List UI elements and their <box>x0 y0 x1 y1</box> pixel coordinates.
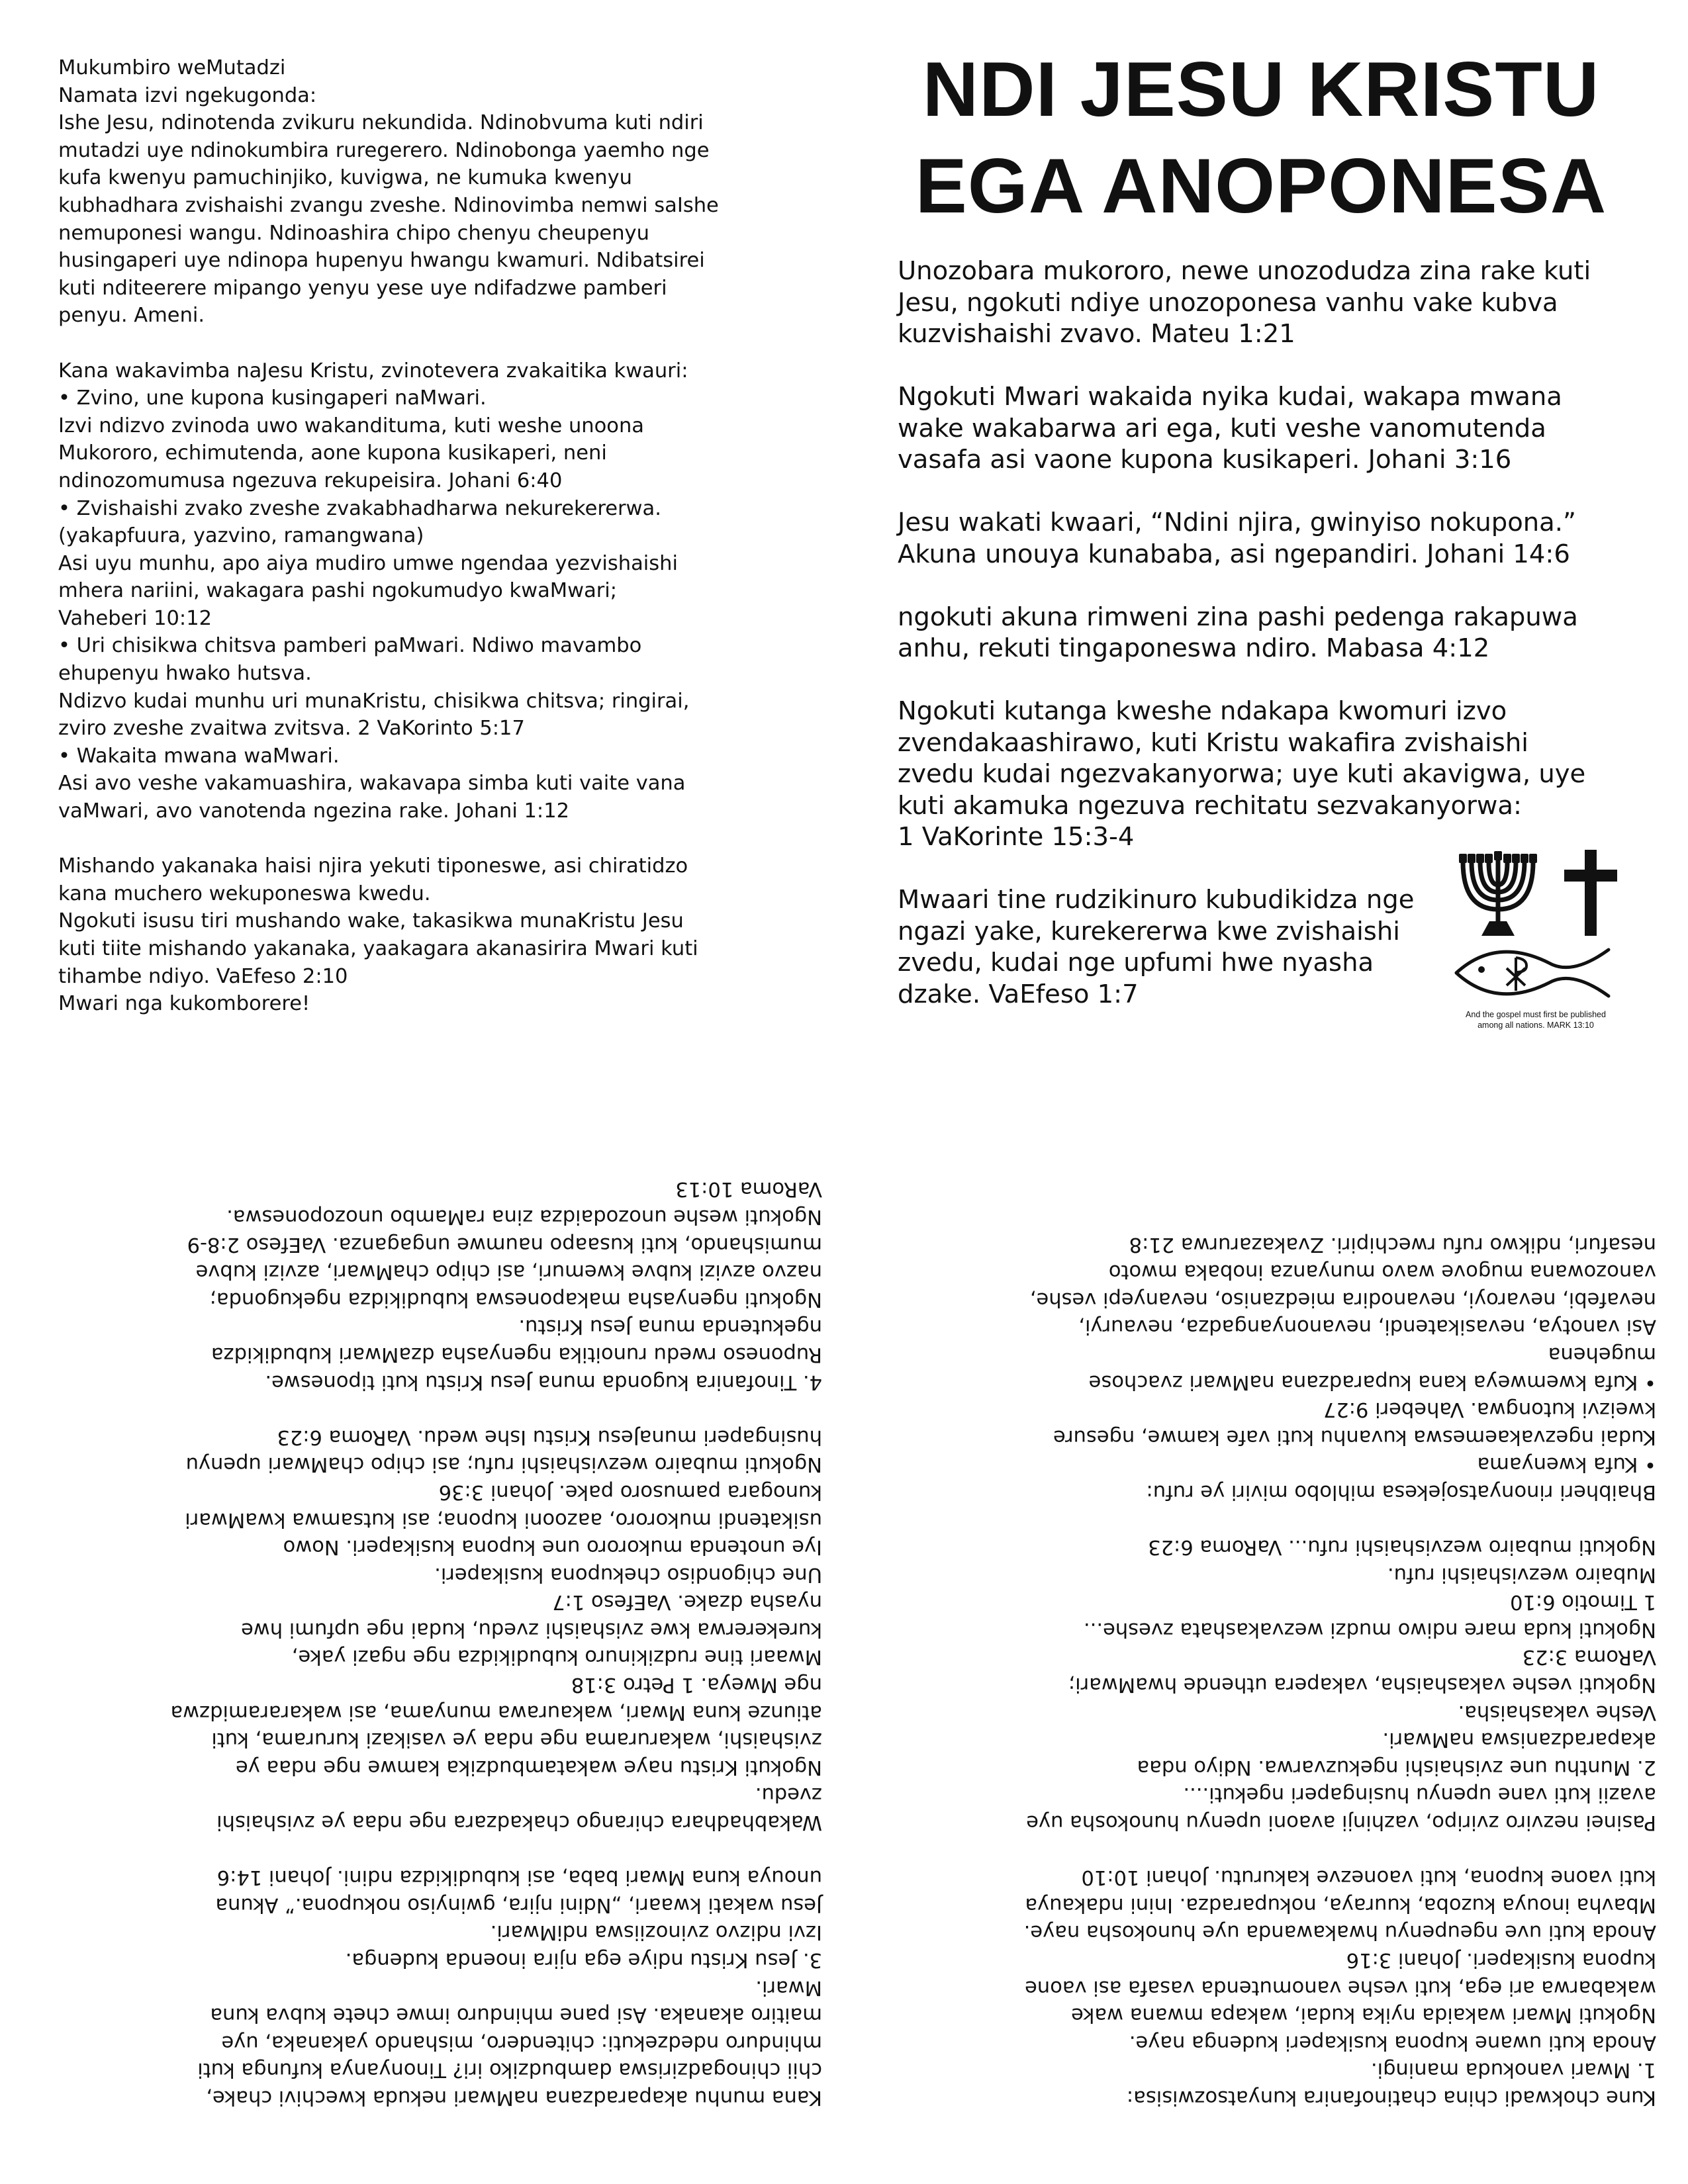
logo-caption: And the gospel must first be published among all nations. MARK 13:10 <box>1466 1010 1606 1030</box>
gospel-panel-steps-3-4 <box>61 1155 822 2111</box>
prayer-text: Mukumbiro weMutadzi Namata izvi ngekugonda: Ishe Jesu, ndinotenda zvikuru nekundida. Ndinobvuma kuti ndiri mutadzi uye ndinokumbira ruregerero. Ndinobonga yaemho nge kufa kwenyu pamuchinjiko, kuvigwa, ne kumuka kwenyu kubhadhara zvishaishi zvangu zveshe. Ndinovimba nemwi saIshe nemuponesi wangu. Ndinoashira chipo chenyu cheupenyu husingaperi uye ndinopa hupenyu hwangu kwamuri. Ndibatsirei kuti nditeerere mipango yenyu yese uye ndifadzwe pamberi penyu. Ameni. Kana wakavimba naJesu Kristu, zvinotevera zvakaitika kwauri: • Zvino, une kupona kusingaperi naMwari. Izvi ndizvo zvinoda uwo wakandituma, kuti weshe unoona Mukororo, echimutenda, aone kupona kusikaperi, neni ndinozomumusa ngezuva rekupeisira. Johani 6:40 • Zvishaishi zvako zveshe zvakabhadharwa nekurekererwa. (yakapfuura, yazvino, ramangwana) Asi uyu munhu, apo aiya mudiro umwe ngendaa yezvishaishi mhera nariini, wakagara pashi ngokumudyo kwaMwari; Vaheberi 10:12 • Uri chisikwa chitsva pamberi paMwari. Ndiwo mavambo ehupenyu hwako hutsva. Ndizvo kudai munhu uri munaKristu, chisikwa chitsva; ringirai, zviro zveshe zvaitwa zvitsva. 2 VaKorinto 5:17 • Wakaita mwana waMwari. Asi avo veshe vakamuashira, wakavapa simba kuti vaite vana vaMwari, avo vanotenda ngezina rake. Johani 1:12 Mishando yakanaka haisi njira yekuti tiponeswe, asi chiratidzo kana muchero wekuponeswa kwedu. Ngokuti isusu tiri mushando wake, takasikwa munaKristu Jesu kuti tiite mishando yakanaka, yaakagara akanasirira Mwari kuti tihambe ndiyo. VaEfeso 2:10 Mwari nga kukomborere! <box>58 56 719 1016</box>
verse-johani-3-16: Ngokuti Mwari wakaida nyika kudai, wakapa mwana wake wakabarwa ari ega, kuti veshe vanomutenda vasafa asi vaone kupona kusikaperi. Johani 3:16 <box>898 382 1562 475</box>
page-title-line-2: EGA ANOPONESA <box>915 142 1607 229</box>
fish-chi-rho-icon <box>1450 943 1615 1003</box>
gospel-panel-steps-1-2 <box>895 1188 1656 2111</box>
prayer-panel <box>58 54 826 1018</box>
christian-logo <box>1443 847 1628 1046</box>
verse-mabasa-4-12: ngokuti akuna rimweni zina pashi pedenga rakapuwa anhu, rekuti tingaponeswa ndiro. Mabasa 4:12 <box>898 602 1578 663</box>
verse-1-vakorinte-15-3-4: Ngokuti kutanga kweshe ndakapa kwomuri izvo zvendakaashirawo, kuti Kristu wakafira zvishaishi zvedu kudai ngezvakanyorwa; uye kuti akavigwa, uye kuti akamuka ngezuva rechitatu sezvakanyorwa: 1 VaKorinte 15:3-4 <box>898 696 1586 852</box>
cover-panel <box>880 41 1642 234</box>
verse-mateu-1-21: Unozobara mukororo, newe unozodudza zina rake kuti Jesu, ngokuti ndiye unozoponesa vanhu vake kubva kuzvishaishi zvavo. Mateu 1:21 <box>898 256 1591 349</box>
gospel-steps-3-4-text: Kana munhu akaparadzana naMwari nekuda kwechivi chake, chii chinogadziriswa dambudziko iri? Tinonyanya kufunga kuti mhinduro ndedzekuti: chitendero, mishando yakanaka, uye maitiro akanaka. Asi pane mhinduro imwe chete kubva kuna Mwari. 3. Jesu Kristu ndiye ega njira inoenda kudenga. Izvi ndizvo zvinoziiswa ndiMwari. Jesu wakati kwaari, „Ndini njira, gwinyiso nokupona.” Akuna unouya kuna Mwari baba, asi kubudikidza ndini. Johani 14:6 Wakabhadhara chirango chakadzara nge ndaa ye zvishaishi zvedu. Ngokuti Kristu naye wakatambudzika kamwe nge ndaa ye zvishaishi, wakarurama nge ndaa ye vasikazi kururama, kuti atiunze kuna Mwari, wakaurawa munyama, asi wakararamidzwa nge Mweya. 1 Petro 3:18 Mwaari tine rudzikinuro kubudikidza nge ngazi yake, kurekererwa kwe zvishaishi zvedu, kudai nge upfumi hwe nyasha dzake. VaEfeso 1:7 Une chigondiso chekupona kusikaperi. Iye unotenda mukororo une kupona kusikaperi. Nowo usikatendi mukororo, aazooni kupona; asi kutsamwa kwaMwari kunogara pamusoro pake. Johani 3:36 Ngokuti mubairo wezvishaishi rufu; asi chipo chaMwari upenyu husingaperi munaJesu Kristu Ishe wedu. VaRoma 6:23 4. Tinofanira kugonda muna Jesu Kristu kuti tiponeswe. Ruponeso rwedu runoitika ngenyasha dzaMwari kubudikidza ngekutenda muna Jesu Kristu. Ngokuti ngenyasha makaponeswa kubudikidza ngekugonda; nazvo azvizi kubve kwemuri, asi chipo chaMwari, azvizi kubve mumishando, kuti kusaapo naumwe ungaganza. VaEfeso 2:8-9 Ngokuti weshe unozodaidza zina raMambo unozoponeswa. VaRoma 10:13 <box>170 1177 822 2109</box>
page-title-line-1: NDI JESU KRISTU <box>922 46 1600 132</box>
cross-icon <box>1561 850 1620 936</box>
menorah-icon <box>1455 848 1541 938</box>
verse-johani-14-6: Jesu wakati kwaari, “Ndini njira, gwinyiso nokupona.” Akuna unouya kunababa, asi ngepandiri. Johani 14:6 <box>898 508 1576 569</box>
gospel-steps-1-2-text: Kune chokwadi china chatinofanira kunyatsozwisisa: 1. Mwari vanokuda maningi. Anoda kuti uwane kupona kusikaperi kudenga naye. Ngokuti Mwari wakaida nyika kudai, wakapa mwana wake wakabarwa ari ega, kuti veshe vanomutenda vasafa asi vaone kupona kusikaperi. Johani 3:16 Anoda kuti uve ngeupenyu hwakawanda uye hunokosha naye. Mbavha inouya kuzoba, kuuraya, nokuparadza. Inini ndakauya kuti vaone kupona, kuti vaonezve kakurutu. Johani 10:10 Pasinei nezviro zviripo, vazhinji avaoni upenyu hunokosha uye avazii kuti vane upenyu husingaperi ngekuti.... 2. Munthu une zvishaishi ngekuzvarwa. Ndiyo ndaa akaparadzaniswa naMwari. Veshe vakashaisha. Ngokuti veshe vakashaisha, vakapera uthende hwaMwari; VaRoma 3:23 Ngokuti kuda mare ndiwo mudzi wezvakashata zveshe... 1 Timotio 6:10 Mubairo wezvishaishi rufu. Ngokuti mubairo wezvishaishi rufu... VaRoma 6:23 Bhaibheri rinonyatsojekesa mihlobo miviri ye rufu: • Kufa kwenyama Kudai ngezvakaemeswa kuvanhu kuti vafe kamwe, ngesure kweizvi kutongwa. Vaheberi 9:27 • Kufa kwemweya kana kuparadzana naMwari zvachose mugehena Asi vanotya, nevasikatendi, nevanonyangadza, nevauryi, nevafebi, nevaroyi, nevanodira miedzaniso, nevanyepi veshe, vanozowana mugove wavo munyanza inobaka mwoto nesafuri, ndikwo rufu rwechipiri. Zvakazarurwa 21:8 <box>1023 1232 1656 2109</box>
verse-vaefeso-1-7: Mwaari tine rudzikinuro kubudikidza nge ngazi yake, kurekererwa kwe zvishaishi zvedu, kudai nge upfumi hwe nyasha dzake. VaEfeso 1:7 <box>898 885 1415 1009</box>
